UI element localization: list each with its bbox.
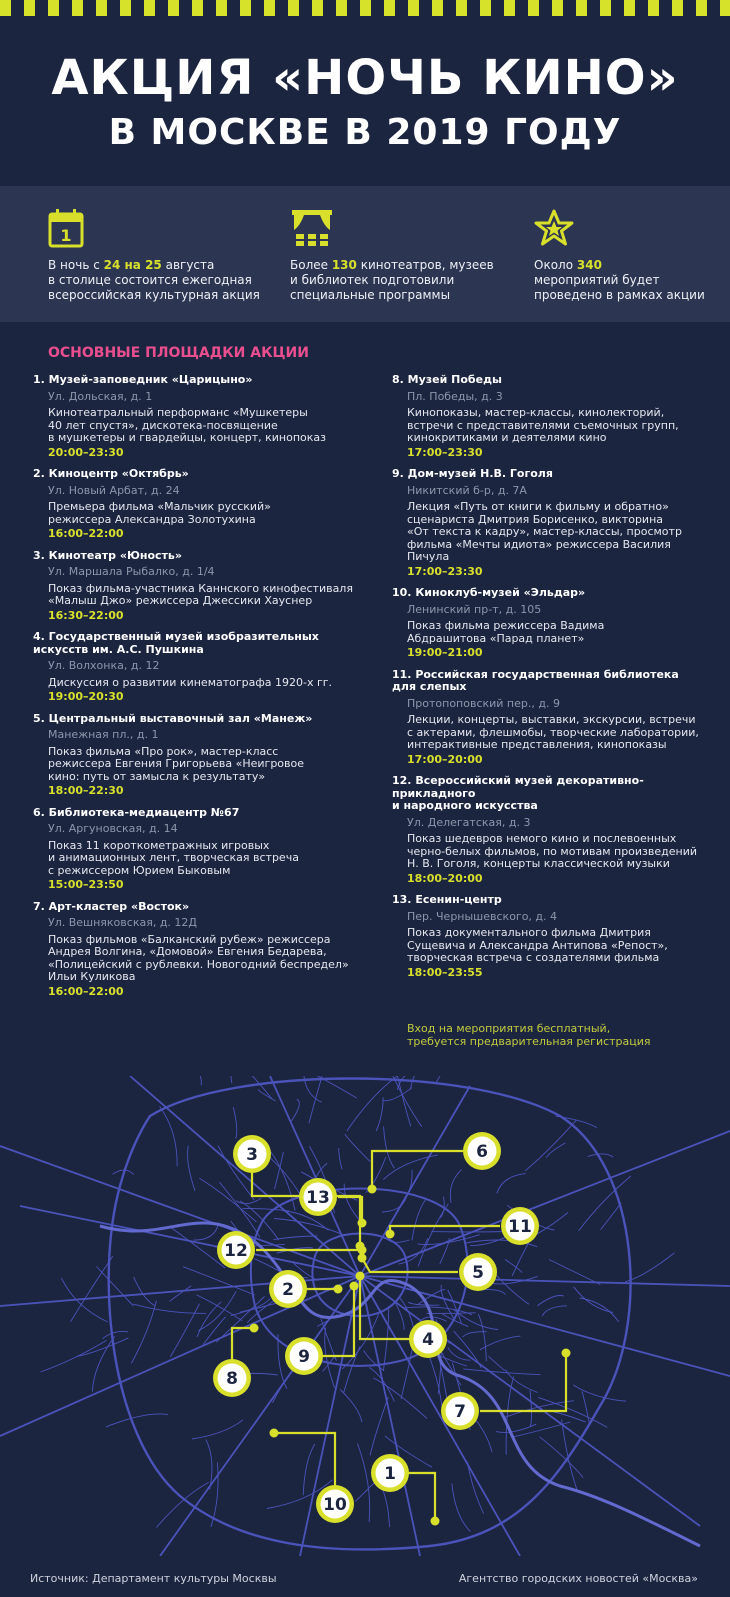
map-road <box>489 1356 505 1370</box>
map-road <box>360 1276 520 1556</box>
map-road <box>109 1079 631 1550</box>
venue-item <box>392 775 702 885</box>
map-road <box>535 1213 568 1236</box>
venue-address: Ул. Дольская, д. 1 <box>48 389 153 403</box>
map-road <box>579 1176 631 1231</box>
venue-location-dot <box>562 1349 571 1358</box>
map-road <box>376 1097 383 1131</box>
map-road <box>97 1267 134 1307</box>
venue-item <box>392 669 702 767</box>
map-road <box>373 1378 427 1419</box>
map-marker-label: 13 <box>306 1188 330 1208</box>
map-road <box>537 1295 564 1305</box>
map-road <box>236 1198 261 1203</box>
map-road <box>220 1076 272 1099</box>
marker-leader-line <box>372 1151 463 1189</box>
venue-location-dot <box>334 1285 343 1294</box>
map-marker-label: 10 <box>323 1495 347 1515</box>
map-road <box>580 1298 619 1322</box>
map-road <box>393 1076 411 1126</box>
map-marker-label: 7 <box>454 1402 466 1422</box>
footer-source: Источник: Департамент культуры Москвы <box>30 1572 277 1585</box>
map-road <box>171 1227 226 1268</box>
map-marker-label: 3 <box>246 1145 258 1165</box>
map-road <box>219 1182 260 1237</box>
map-road <box>76 1338 128 1357</box>
venue-location-dot <box>250 1324 259 1333</box>
venue-item <box>392 894 702 979</box>
map-road <box>199 1178 256 1222</box>
venue-description: Показ фильма-участника Каннского кинофестиваля «Малыш Джо» режиссера Джессики Хауснер <box>48 581 353 607</box>
map-road <box>273 1236 317 1240</box>
venue-item <box>33 807 353 892</box>
venues-column-left <box>33 374 353 1007</box>
map-road <box>496 1424 536 1432</box>
venue-location-dot <box>386 1230 395 1239</box>
map-road <box>206 1439 212 1489</box>
marker-leader-line <box>232 1328 254 1361</box>
map-marker-label: 4 <box>422 1330 434 1350</box>
fact-text: Около 340 мероприятий будет проведено в рамках акции <box>534 258 705 302</box>
svg-text:1: 1 <box>60 226 72 245</box>
map-road <box>358 1444 370 1523</box>
map-road <box>192 1420 243 1439</box>
map-road <box>340 1390 362 1423</box>
map-marker-10[interactable] <box>316 1485 354 1523</box>
map-road <box>542 1306 567 1316</box>
venue-location-dot <box>358 1254 367 1263</box>
map-road <box>345 1134 370 1162</box>
map-road <box>505 1401 574 1418</box>
venue-location-dot <box>358 1246 367 1255</box>
venue-name: 2. Киноцентр «Октябрь» <box>33 467 189 480</box>
venue-name: 4. Государственный музей изобразительных искусств им. А.С. Пушкина <box>33 630 319 656</box>
marker-leader-line <box>405 1473 435 1521</box>
venue-address: Ул. Делегатская, д. 3 <box>407 815 531 829</box>
map-road <box>197 1302 221 1337</box>
venue-item <box>33 468 353 541</box>
map-road <box>347 1076 400 1131</box>
map-marker-label: 6 <box>476 1142 488 1162</box>
map-marker-11[interactable] <box>501 1207 539 1245</box>
venue-description: Лекция «Путь от книги к фильму и обратно» сценариста Дмитрия Борисенко, викторина «От текста к кадру», мастер-классы, просмотр фильма «Мечты идиота» режиссера Василия Пичула <box>407 500 682 563</box>
map-road <box>383 1155 438 1180</box>
map-road <box>303 1444 315 1495</box>
venue-item <box>392 468 702 578</box>
map-road <box>412 1198 427 1240</box>
map-road <box>360 1276 730 1286</box>
venues-section-title: ОСНОВНЫЕ ПЛОЩАДКИ АКЦИИ <box>48 345 309 361</box>
key-facts-band <box>0 186 730 322</box>
map-road <box>188 1146 196 1191</box>
venue-item <box>33 631 353 704</box>
venue-address: Пер. Чернышевского, д. 4 <box>407 909 558 923</box>
map-road <box>601 1203 622 1230</box>
map-road <box>408 1302 439 1305</box>
venue-item <box>33 550 353 623</box>
map-marker-12[interactable] <box>217 1231 255 1269</box>
venue-address: Ул. Волхонка, д. 12 <box>48 659 160 672</box>
calendar-icon <box>48 208 84 248</box>
venue-description: Кинотеатральный перформанс «Мушкетеры 40 лет спустя», дискотека-посвящение в мушкетеры и гвардейцы, концерт, кинопоказ <box>48 406 326 444</box>
venue-description: Показ шедевров немого кино и послевоенных черно-белых фильмов, по мотивам произведений Н. В. Гоголя, концерты классической музыки <box>407 832 698 870</box>
venue-name: 8. Музей Победы <box>392 373 502 386</box>
map-road <box>134 1277 156 1306</box>
venue-name: 10. Киноклуб-музей «Эльдар» <box>392 586 586 599</box>
moscow-map <box>0 1076 730 1556</box>
map-road <box>197 1295 243 1321</box>
map-road <box>157 1482 209 1527</box>
venue-location-dot <box>358 1219 367 1228</box>
map-marker-3[interactable] <box>233 1135 271 1173</box>
venue-description: Показ документального фильма Дмитрия Сущевича и Александра Антипова «Репост», творческая встреча с создателями фильма <box>407 926 668 964</box>
page-title: АКЦИЯ «НОЧЬ КИНО» <box>51 50 679 106</box>
venue-item <box>33 901 353 999</box>
map-road <box>364 1350 384 1371</box>
map-road <box>450 1170 461 1203</box>
map-marker-label: 5 <box>472 1263 484 1283</box>
map-road <box>103 1331 129 1338</box>
map-road <box>370 1397 388 1455</box>
map-marker-9[interactable] <box>285 1337 323 1375</box>
venue-description: Лекции, концерты, выставки, экскурсии, встречи с актерами, флешмобы, творческие лаборатории, интерактивные представления, кинопоказы <box>407 713 699 751</box>
map-road <box>258 1090 275 1101</box>
venue-time: 15:00–23:50 <box>48 878 124 891</box>
venue-item <box>33 374 353 459</box>
map-road <box>198 1291 236 1331</box>
fact-dates <box>48 208 263 303</box>
venue-name: 7. Арт-кластер «Восток» <box>33 899 190 913</box>
venue-description: Показ фильма «Про рок», мастер-класс режиссера Евгения Григорьева «Неигровое кино: путь от замысла к результату» <box>48 744 305 783</box>
venue-description: Кинопоказы, мастер-классы, кинолекторий, встречи с представителями съемочных групп, кинокритиками и деятелями кино <box>407 406 679 444</box>
map-road <box>231 1076 238 1083</box>
map-road <box>106 1414 168 1427</box>
map-marker-label: 11 <box>508 1217 532 1237</box>
venue-location-dot <box>368 1185 377 1194</box>
map-marker-label: 12 <box>224 1241 248 1261</box>
venue-address: Ул. Аргуновская, д. 14 <box>48 822 178 835</box>
map-road <box>463 1332 487 1338</box>
free-entry-note: Вход на мероприятия бесплатный, требуется предварительная регистрация <box>407 1022 651 1048</box>
map-road <box>92 1336 114 1391</box>
map-road <box>170 1286 192 1302</box>
venue-time: 17:00–23:30 <box>407 564 483 578</box>
venue-time: 16:00–22:00 <box>48 984 124 998</box>
map-marker-8[interactable] <box>213 1359 251 1397</box>
venue-time: 18:00–20:00 <box>407 871 483 885</box>
top-stripe-decoration <box>0 0 730 16</box>
venue-item <box>392 374 702 459</box>
map-marker-7[interactable] <box>441 1392 479 1430</box>
map-road <box>546 1143 565 1158</box>
map-marker-label: 2 <box>282 1280 294 1300</box>
fact-text: В ночь с 24 на 25 августа в столице состоится ежегодная всероссийская культурная акция <box>48 258 260 302</box>
venue-time: 16:00–22:00 <box>48 527 124 540</box>
map-marker-4[interactable] <box>409 1320 447 1358</box>
map-road <box>399 1170 412 1209</box>
venue-address: Ул. Новый Арбат, д. 24 <box>48 483 180 497</box>
fact-venues-count <box>290 208 505 303</box>
map-road <box>291 1099 299 1121</box>
venue-item <box>392 587 702 660</box>
map-road <box>183 1267 255 1295</box>
venue-address: Ул. Маршала Рыбалко, д. 1/4 <box>48 565 215 578</box>
map-road <box>339 1148 343 1169</box>
map-road <box>369 1367 394 1401</box>
footer-agency: Агентство городских новостей «Москва» <box>458 1572 698 1585</box>
map-marker-5[interactable] <box>459 1253 497 1291</box>
page-subtitle: В МОСКВЕ В 2019 ГОДУ <box>108 112 622 153</box>
venue-location-dot <box>356 1272 365 1281</box>
map-marker-1[interactable] <box>371 1454 409 1492</box>
map-road <box>497 1174 526 1194</box>
map-road <box>384 1126 395 1168</box>
venue-address: Ул. Вешняковская, д. 12Д <box>48 916 198 929</box>
map-roads <box>0 1076 730 1556</box>
venue-time: 19:00–21:00 <box>407 646 483 659</box>
venue-time: 16:30–22:00 <box>48 608 124 622</box>
venues-column-right <box>392 374 702 988</box>
fact-text: Более 130 кинотеатров, музеев и библиотек подготовили специальные программы <box>290 258 494 302</box>
map-road <box>360 1276 700 1526</box>
map-road <box>625 1253 674 1282</box>
theater-stage-icon <box>290 208 334 248</box>
map-road <box>530 1390 532 1427</box>
map-road <box>233 1107 237 1139</box>
venue-item <box>33 713 353 798</box>
venue-description: Показ фильмов «Балканский рубеж» режиссера Андрея Волгина, «Домовой» Евгения Бедарева, «Полицейский с рублевки. Новогодний беспредел» Ильи Куликова <box>48 932 349 983</box>
star-icon <box>534 208 574 248</box>
map-road <box>582 1391 590 1425</box>
venue-name: 3. Кинотеатр «Юность» <box>33 548 182 562</box>
map-road <box>192 1076 202 1085</box>
venue-name: 9. Дом-музей Н.В. Гоголя <box>392 467 553 480</box>
map-road <box>344 1347 360 1393</box>
venue-address: Никитский б-р, д. 7А <box>407 483 527 497</box>
venue-time: 17:00–20:00 <box>407 752 483 766</box>
map-road <box>573 1385 626 1401</box>
venue-time: 18:00–22:30 <box>48 784 124 797</box>
venue-time: 19:00–20:30 <box>48 690 124 703</box>
map-road <box>131 1301 156 1364</box>
map-road <box>71 1256 113 1322</box>
venue-description: Показ фильма режиссера Вадима Абдрашитова «Парад планет» <box>407 619 605 645</box>
venue-location-dot <box>270 1429 279 1438</box>
map-marker-label: 8 <box>226 1369 238 1389</box>
map-marker-label: 1 <box>384 1464 396 1484</box>
map-road <box>463 1369 540 1375</box>
map-marker-6[interactable] <box>463 1132 501 1170</box>
venue-description: Премьера фильма «Мальчик русский» режиссера Александра Золотухина <box>48 500 271 526</box>
venue-name: 12. Всероссийский музей декоративно-прикладного и народного искусства <box>392 774 644 812</box>
map-road <box>382 1199 406 1212</box>
venue-address: Протопоповский пер., д. 9 <box>407 696 560 710</box>
map-road <box>478 1314 486 1361</box>
venue-name: 11. Российская государственная библиотека для слепых <box>392 667 679 693</box>
venue-address: Пл. Победы, д. 3 <box>407 389 503 403</box>
venue-location-dot <box>350 1282 359 1291</box>
venue-address: Ленинский пр-т, д. 105 <box>407 602 542 616</box>
venue-time: 18:00–23:55 <box>407 965 483 979</box>
venue-name: 6. Библиотека-медиацентр №67 <box>33 805 240 819</box>
map-marker-label: 9 <box>298 1347 310 1367</box>
venue-address: Манежная пл., д. 1 <box>48 728 159 741</box>
venue-description: Дискуссия о развитии кинематографа 1920-х гг. <box>48 675 333 689</box>
venue-time: 17:00–23:30 <box>407 445 483 459</box>
fact-events-count <box>534 208 730 303</box>
map-road <box>270 1076 360 1276</box>
venue-name: 1. Музей-заповедник «Царицыно» <box>33 373 253 386</box>
venue-name: 13. Есенин-центр <box>392 893 502 906</box>
map-road <box>574 1287 614 1313</box>
map-road <box>41 1340 107 1372</box>
venue-location-dot <box>431 1517 440 1526</box>
venue-description: Показ 11 короткометражных игровых и анимационных лент, творческая встреча с режиссером Юрием Быковым <box>48 838 299 877</box>
map-road <box>452 1483 471 1531</box>
map-marker-13[interactable] <box>299 1178 337 1216</box>
venue-name: 5. Центральный выставочный зал «Манеж» <box>33 711 313 725</box>
map-marker-2[interactable] <box>269 1270 307 1308</box>
map-road <box>525 1120 576 1171</box>
map-road <box>321 1319 337 1361</box>
map-road <box>418 1204 448 1267</box>
venue-time: 20:00–23:30 <box>48 445 124 459</box>
